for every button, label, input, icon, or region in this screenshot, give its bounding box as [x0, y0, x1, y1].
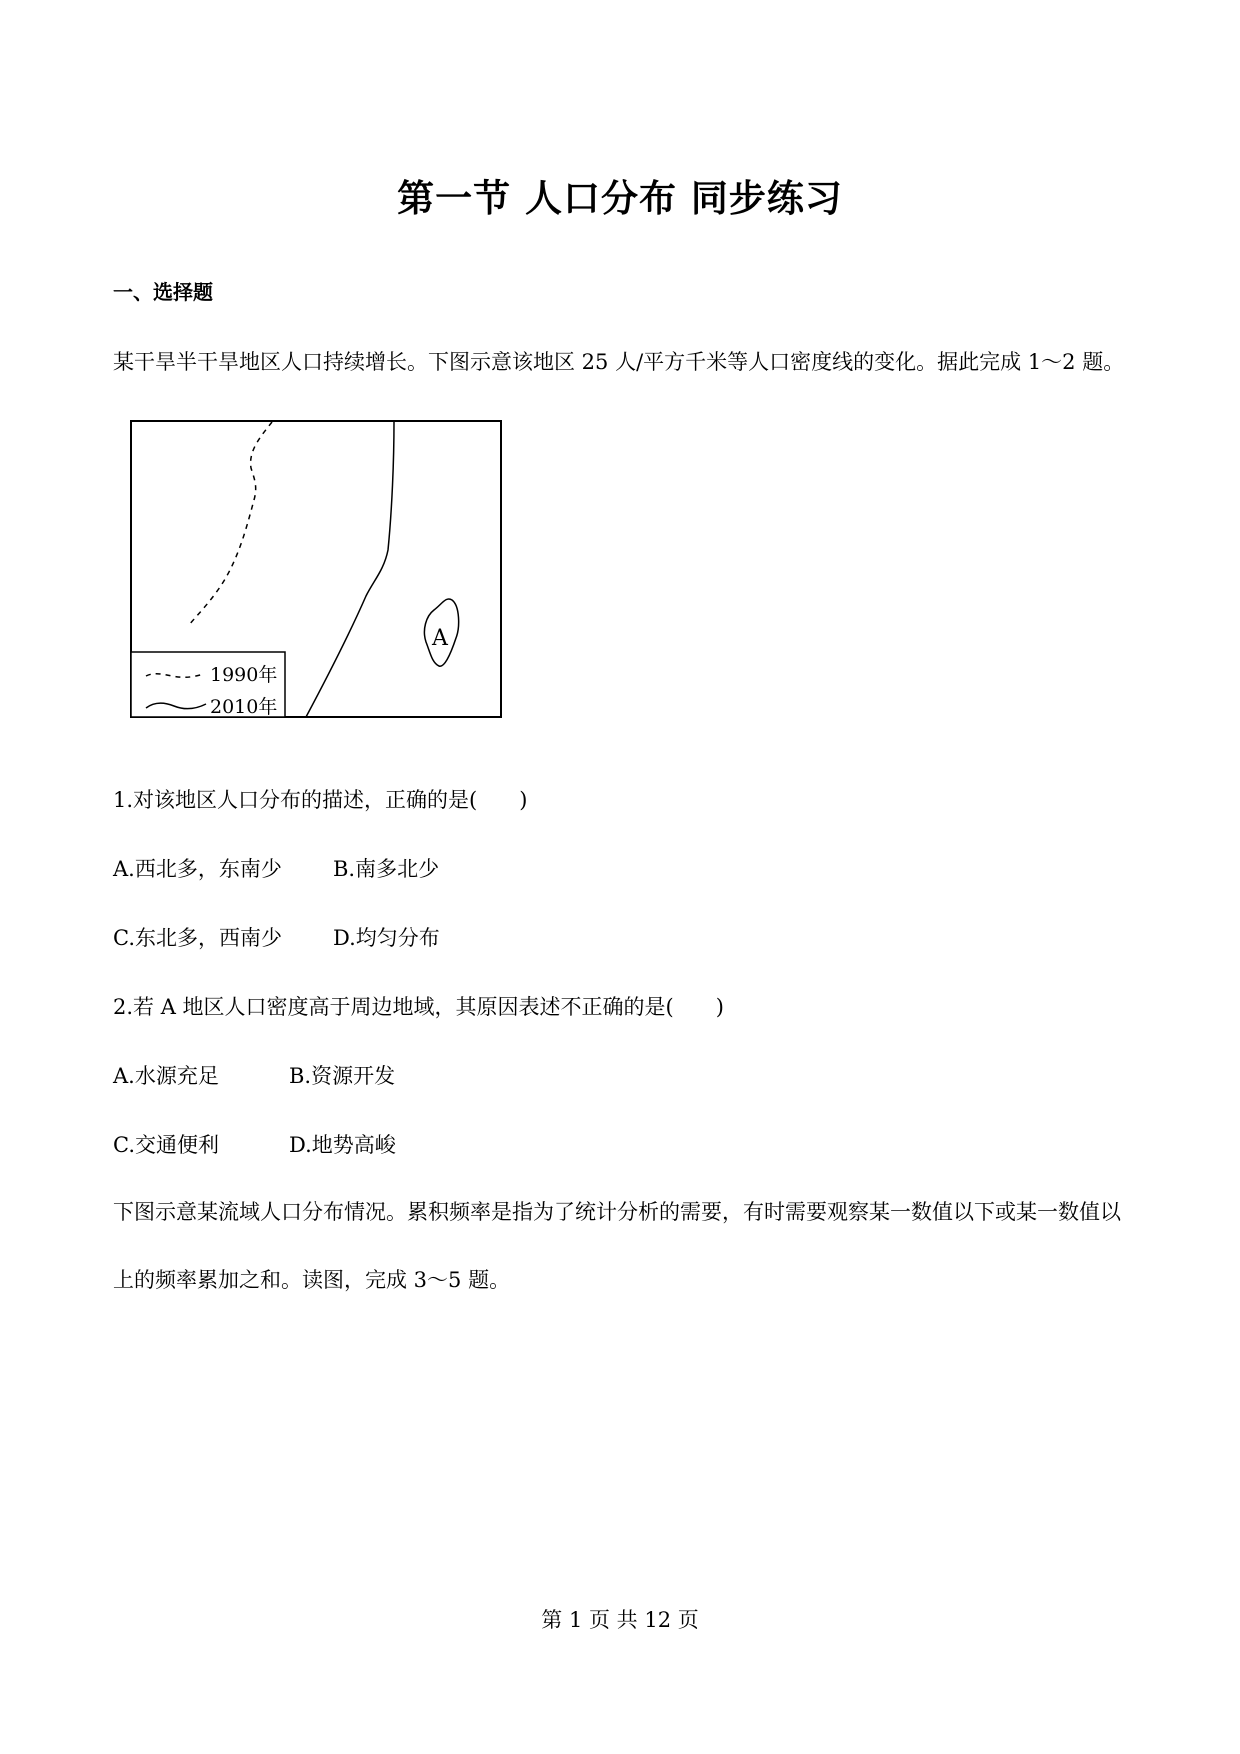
section-heading: 一、选择题 — [113, 280, 213, 304]
page-footer: 第 1 页 共 12 页 — [541, 1608, 699, 1632]
population-density-map — [130, 420, 502, 718]
page-title: 第一节 人口分布 同步练习 — [397, 177, 843, 220]
area-a-label: A — [432, 626, 448, 651]
q1-option-d: D.均匀分布 — [333, 926, 440, 950]
legend-2010-label: 2010年 — [210, 696, 278, 718]
intro-paragraph-1: 某干旱半干旱地区人口持续增长。下图示意该地区 25 人/平方千米等人口密度线的变化。据此完成 1～2 题。 — [113, 350, 1125, 374]
question-2-options-row-1 — [113, 1060, 395, 1092]
isoline-1990 — [188, 422, 272, 626]
q2-option-d: D.地势高峻 — [289, 1133, 396, 1157]
intro-paragraph-2: 下图示意某流域人口分布情况。累积频率是指为了统计分析的需要，有时需要观察某一数值以下或某一数值以上的频率累加之和。读图，完成 3～5 题。 — [113, 1200, 1121, 1292]
question-1-stem: 1.对该地区人口分布的描述，正确的是( ) — [113, 788, 528, 812]
q1-option-c: C.东北多，西南少 — [113, 926, 282, 950]
q2-option-a: A.水源充足 — [113, 1064, 219, 1088]
question-1-options-row-2 — [113, 922, 440, 954]
question-2-stem: 2.若 A 地区人口密度高于周边地域，其原因表述不正确的是( ) — [113, 995, 724, 1019]
q2-option-c: C.交通便利 — [113, 1133, 219, 1157]
isoline-2010 — [306, 422, 394, 717]
q1-option-b: B.南多北少 — [333, 857, 440, 881]
q1-option-a: A.西北多，东南少 — [113, 857, 282, 881]
question-2-options-row-2 — [113, 1129, 396, 1161]
q2-option-b: B.资源开发 — [289, 1064, 396, 1088]
legend-1990-label: 1990年 — [210, 664, 278, 686]
question-1-options-row-1 — [113, 853, 439, 885]
